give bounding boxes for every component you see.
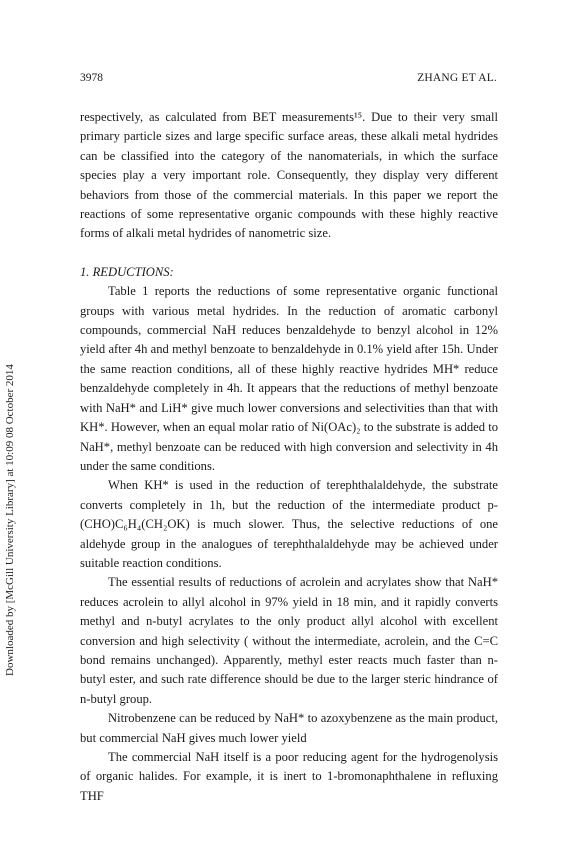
page-number: 3978 (80, 72, 103, 84)
paragraph-organic-halides: The commercial NaH itself is a poor reducing agent for the hydrogenolysis of organic halides. For example, it is inert to 1-bromonaphthalene in refluxing THF (80, 750, 498, 803)
running-head: ZHANG ET AL. (417, 72, 497, 84)
article-body (80, 108, 498, 806)
download-watermark: Downloaded by [McGill University Library] at 10:09 08 October 2014 (4, 364, 16, 676)
paragraph-table1: Table 1 reports the reductions of some representative organic functional groups with various metal hydrides. In the reduction of aromatic carbonyl compounds, commercial NaH reduces benzaldehyde to benzyl alcohol in 12% yield after 4h and methyl benzoate to benzaldehyde in 0.1% yield after 15h. Under the same reaction conditions, all of these highly reactive hydrides MH* reduce benzaldehyde completely in 4h. It appears that the reductions of methyl benzoate with NaH* and LiH* give much lower conversions and selectivities than that with KH*. However, when an equal molar ratio of Ni(OAc)₂ to the substrate is added to NaH*, methyl benzoate can be reduced with high conversion and selectivity in 4h under the same conditions. (80, 284, 498, 473)
paragraph-intro: respectively, as calculated from BET measurements¹⁵. Due to their very small primary particle sizes and large specific surface areas, these alkali metal hydrides can be classified into the category of the nanomaterials, in which the surface species play a very important role. Consequently, they display very different behaviors from those of the commercial materials. In this paper we report the reactions of some representative organic compounds with these highly reactive forms of alkali metal hydrides of nanometric size. (80, 110, 498, 241)
paragraph-acrolein: The essential results of reductions of acrolein and acrylates show that NaH* reduces acrolein to allyl alcohol in 97% yield in 18 min, and it rapidly converts methyl and n-butyl acrylates to the only product allyl alcohol with excellent conversion and high selectivity ( without the intermediate, acrolein, and the C=C bond remains unchanged). Apparently, methyl ester reacts much faster than n-butyl ester, and such rate difference should be due to the larger steric hindrance of n-butyl group. (80, 575, 498, 706)
paragraph-nitrobenzene: Nitrobenzene can be reduced by NaH* to azoxybenzene as the main product, but commercial NaH gives much lower yield (80, 711, 498, 745)
section-heading-reductions: 1. REDUCTIONS: (80, 264, 174, 279)
paragraph-terephthalaldehyde: When KH* is used in the reduction of terephthalaldehyde, the substrate converts completely in 1h, but the reduction of the intermediate product p-(CHO)C₆H₄(CH₂OK) is much slower. Thus, the selective reductions of one aldehyde group in the analogues of terephthalaldehyde may be achieved under suitable reaction conditions. (80, 478, 498, 570)
